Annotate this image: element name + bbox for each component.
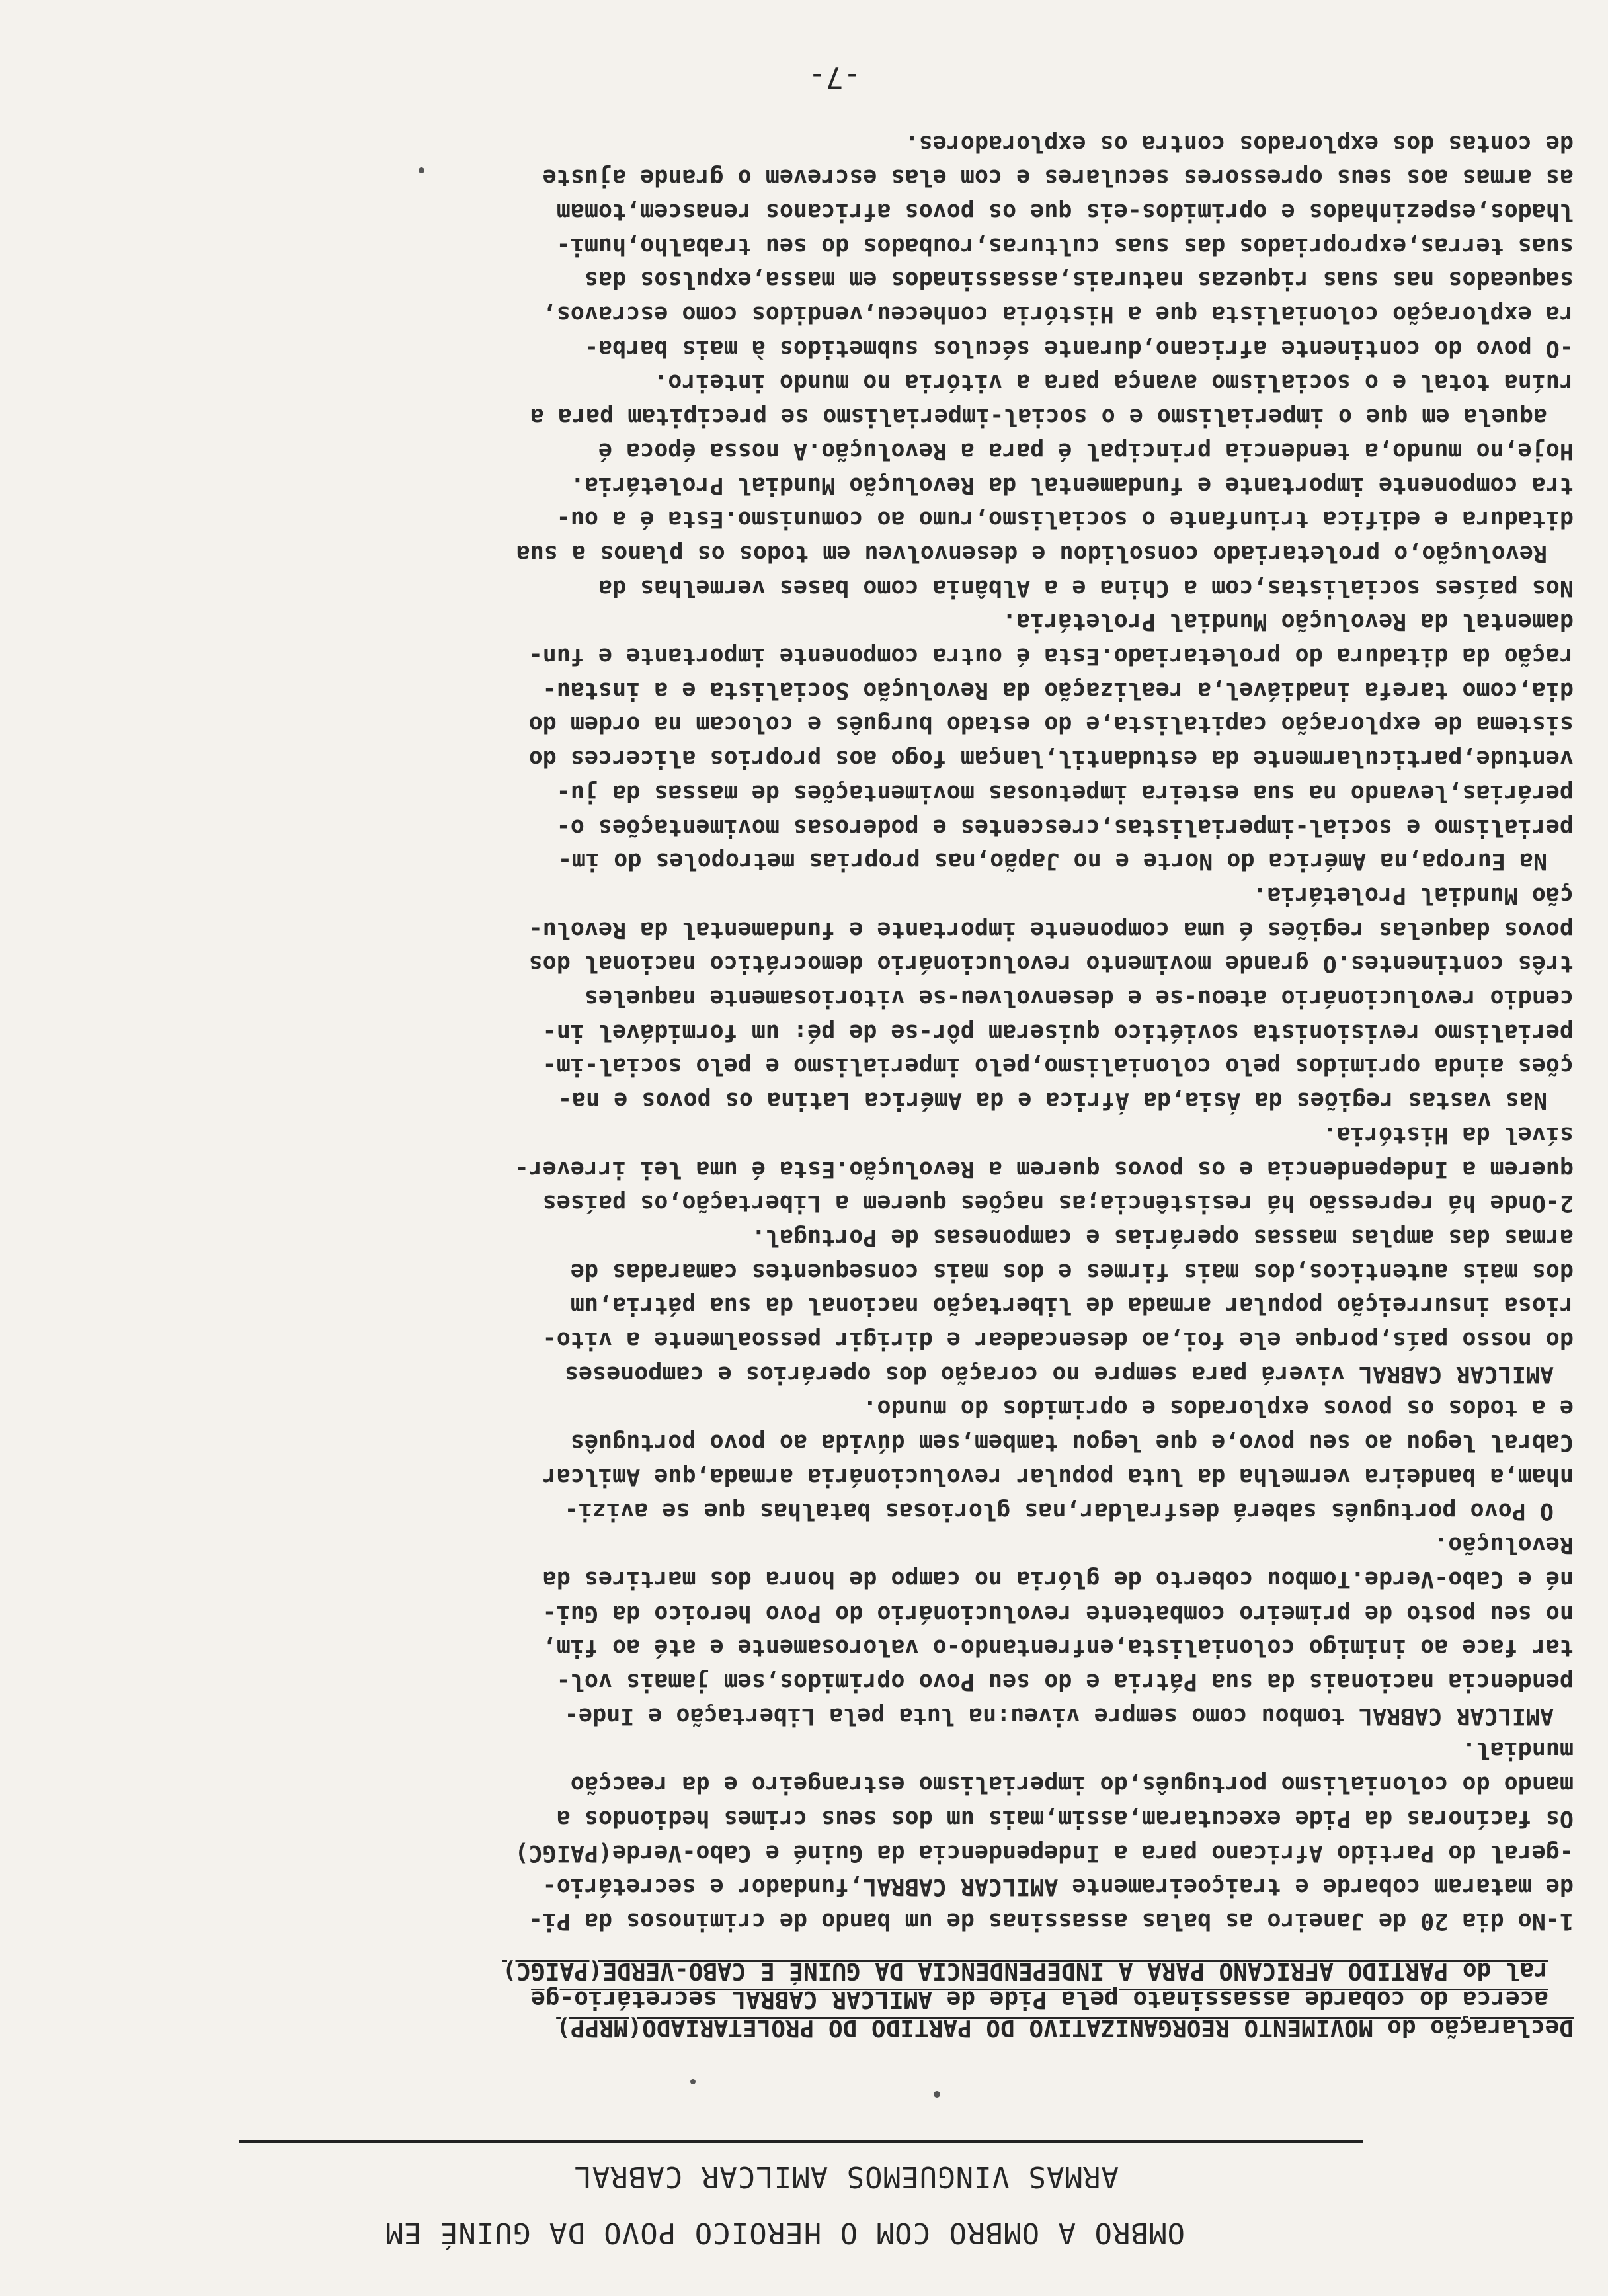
body-line: povos daquelas regiões é uma componente importante e fundamental da Revolu-	[528, 917, 1574, 943]
body-line: ra exploração colonialista que a História conheceu,vendidos como escravos,	[542, 301, 1574, 327]
body-line: riosa insurreição popular armada de libertação nacional da sua pátria,um	[570, 1292, 1574, 1319]
body-line: 1-No dia 20 de Janeiro as balas assassinas de um bando de criminosos da Pi-	[528, 1908, 1574, 1934]
body-line: nham,a bandeira vermelha da luta popular revolucionária armada,que Amilcar	[542, 1463, 1574, 1490]
body-line: perárias,levando na sua esteira impetuosas movimentações de massas da ju-	[556, 780, 1574, 806]
body-line: saqueados nas suas riquezas naturais,assassinados em massa,expulsos das	[584, 266, 1574, 293]
body-line: e a todos os povos explorados e oprimidos do mundo.	[863, 1395, 1574, 1421]
body-line: de mataram cobarde e traiçoeiramente AMILCAR CABRAL,fundador e secretário-	[542, 1873, 1574, 1900]
body-line: de contas dos explorados contra os exploradores.	[904, 130, 1574, 157]
body-line: armas das amplas massas operárias e camponesas de Portugal.	[751, 1224, 1574, 1250]
scan-speck	[419, 167, 424, 173]
body-line: as armas aos seus opressores seculares e com elas escrevem o grande ajuste	[542, 164, 1574, 190]
body-line: Revolução.	[1434, 1532, 1574, 1558]
body-line: sível da História.	[1322, 1122, 1574, 1148]
body-line: Revolução,o proletariado consolidou e desenvolveu em todos os planos a sua	[516, 540, 1547, 567]
body-line: Nas vastas regiões da Ásia,da África e da América Latina os povos e na-	[557, 1087, 1547, 1114]
body-line: ruína total e o socialismo avança para a vitória no mundo inteiro.	[654, 369, 1574, 395]
body-line: ções ainda oprimidos pelo colonialismo,pelo imperialismo e pelo social-im-	[542, 1053, 1574, 1079]
body-line: AMILCAR CABRAL tombou como sempre viveu:na luta pela Libertação e Inde-	[564, 1703, 1554, 1729]
body-line: Os facínoras da Pide executaram,assim,mais um dos seus crimes hediondos a	[556, 1805, 1574, 1832]
scan-speck	[690, 2079, 696, 2084]
body-line: AMILCAR CABRAL viverá para sempre no coração dos operários e camponeses	[564, 1361, 1554, 1387]
body-line: Hoje,no mundo,a tendencia principal é para a Revolução.A nossa época é	[598, 438, 1574, 464]
body-line: perialismo revisionista soviético quiseram pôr-se de pé: um formidável in-	[542, 1019, 1574, 1046]
body-line: mundial.	[1462, 1737, 1574, 1763]
body-line: Na Europa,na América do Norte e no Japão,nas proprias metropoles do im-	[557, 848, 1547, 874]
body-line: no seu posto de primeiro combatente revolucionário do Povo heroico da Gui-	[542, 1600, 1574, 1627]
body-line: -geral do Partido Africano para a Independencia da Guiné e Cabo-Verde(PAIGC)	[514, 1840, 1574, 1866]
header-rule	[239, 2140, 1363, 2143]
body-line: ditadura e edifica triunfante o socialismo,rumo ao comunismo.Esta é a ou-	[556, 506, 1574, 532]
body-line: sistema de exploração capitalista,e do estado burguês e colocam na ordem do	[528, 711, 1574, 737]
scan-speck	[934, 2091, 940, 2098]
header-line-2: ARMAS VINGUEMOS AMILCAR CABRAL	[573, 2160, 1119, 2194]
body-line: Nos países socialistas,com a China e a Albânia como bases vermelhas da	[598, 575, 1574, 601]
body-line: pendencia nacionais da sua Pátria e do seu Povo oprimidos,sem jamais vol-	[556, 1668, 1574, 1695]
body-line: ventude,particularmente da estudantil,lançam fogo aos proprios alicerces do	[528, 745, 1574, 772]
title-line-2: acerca do cobarde assassinato pela Pide de AMILCAR CABRAL secretário-ge	[531, 1986, 1548, 2013]
body-line: cendio revolucionário ateou-se e desenvolveu-se vitoriosamente naqueles	[584, 985, 1574, 1011]
body-line: dia,como tarefa inadiável,a realização da Revolução Socialista e a instau-	[542, 677, 1574, 704]
body-line: perialismo e social-imperialistas,crescentes e poderosas movimentações o-	[556, 814, 1574, 840]
header-line-1: OMBRO A OMBRO COM O HEROICO POVO DA GUINÉ EM	[385, 2216, 1185, 2250]
body-line: -O povo do continente africano,durante séculos submetidos à mais barba-	[584, 335, 1574, 362]
body-line: O Povo português saberá desfraldar,nas gloriosas batalhas que se avizi-	[564, 1498, 1554, 1524]
body-line: damental da Revolução Mundial Proletária.	[1002, 608, 1574, 635]
body-line: 2-Onde há repressão há resistência;as nações querem a Libertação,os países	[542, 1190, 1574, 1216]
body-line: Cabral legou ao seu povo,e que legou tambem,sem dúvida ao povo português	[570, 1429, 1574, 1456]
title-line-1: Declaração do MOVIMENTO REORGANIZATIVO DO PARTIDO DO PROLETARIADO(MRPP)	[556, 2014, 1574, 2041]
body-line: tra componente importante e fundamental da Revolução Mundial Proletária.	[570, 472, 1574, 499]
body-line: do nosso país,porque ele foi,ao desencadear e dirigir pessoalmente a vito-	[542, 1327, 1574, 1353]
body-line: aquela em que o imperialismo e o social-imperialismo se precipitam para a	[530, 403, 1547, 430]
body-line: lhados,espezinhados e oprimidos-eis que os povos africanos renascem,tomam	[556, 198, 1574, 225]
title-line-3: ral do PARTIDO AFRICANO PARA A INDEPENDENCIA DA GUINÉ E CABO-VERDE(PAIGC)	[502, 1957, 1548, 1985]
body-line: mando do colonialismo português,do imperialismo estrangeiro e da reacção	[570, 1771, 1574, 1797]
body-line: dos mais autenticos,dos mais firmes e dos mais consequentes camaradas de	[570, 1258, 1574, 1285]
body-line: tar face ao inimigo colonialista,enfrentando-o valorosamente e até ao fim,	[542, 1634, 1574, 1660]
body-line: querem a Independencia e os povos querem a Revolução.Esta é uma lei irrever-	[514, 1156, 1574, 1182]
body-line: ção Mundial Proletária.	[1253, 882, 1574, 909]
body-line: ração da ditadura do proletariado.Esta é outra componente importante e fun-	[528, 643, 1574, 669]
body-line: suas terras,expropriados das suas culturas,roubados do seu trabalho,humi-	[556, 233, 1574, 259]
body-line: três continentes.O grande movimento revolucionário democrático nacional dos	[528, 950, 1574, 977]
page-number: -7-	[808, 60, 861, 94]
body-line: né e Cabo-Verde.Tombou coberto de glória no campo de honra dos martires da	[542, 1566, 1574, 1592]
